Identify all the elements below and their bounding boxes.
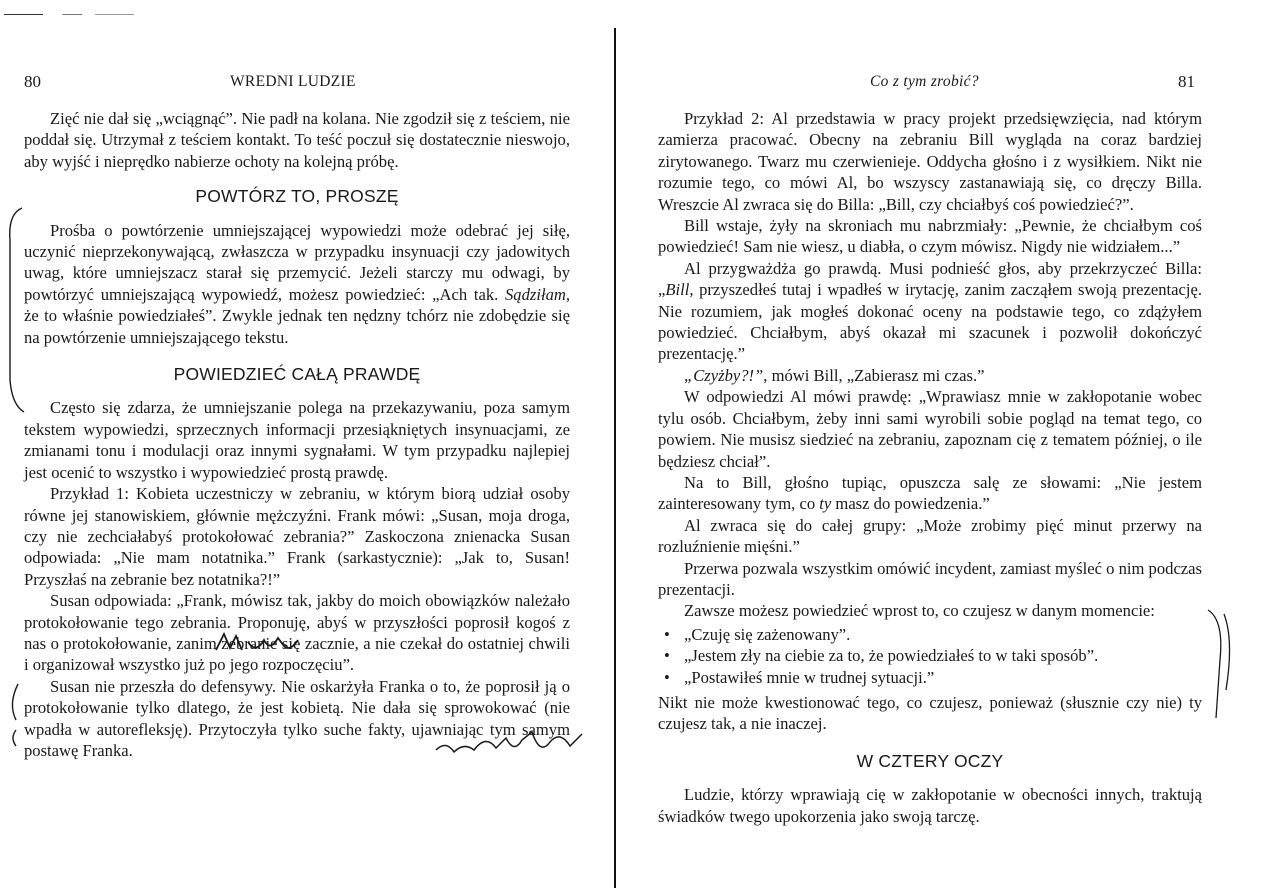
section-heading-cztery-oczy: W CZTERY OCZY (856, 750, 1004, 771)
running-head-right: Co z tym zrobić? (870, 73, 979, 90)
right-page-body (658, 108, 1202, 827)
prawda-paragraph-1: Często się zdarza, że umniejszanie polega na przekazywaniu, poza samym tekstem wypowiedzi, sprzecznych informacji przesiąkniętych insynuacjami, ze zmianami tonu i modulacji oraz innymi sygnałami. W tym przypadku najlepiej jest ocenić to wszystko i wypowiedzieć prostą prawdę. (24, 398, 570, 482)
intro-paragraph: Zięć nie dał się „wciągnąć”. Nie padł na kolana. Nie zgodził się z teściem, nie poddał się. Utrzymał z teściem kontakt. To teść poczuł się dostatecznie nieswojo, aby wyjść i nieprędko nabierze ochoty na kolejną próbę. (24, 109, 570, 171)
feelings-conclusion-paragraph: Nikt nie może kwestionować tego, co czujesz, ponieważ (słusznie czy nie) ty czujesz tak, a nie inaczej. (658, 692, 1202, 734)
susan-summary-paragraph: Susan nie przeszła do defensywy. Nie oskarżyła Franka o to, że poprosił ją o protokołowanie tylko dlatego, że jest kobietą. Nie dała się sprowokować (nie wpadła w autorefleksję). Przytoczyła tylko suche fakty, ujawniając tym samym postawę Franka. (24, 676, 570, 760)
example-2-paragraph: Przykład 2: Al przedstawia w pracy projekt przedsięwzięcia, nad którym zamierza pracować. Obecny na zebraniu Bill wygląda na coraz bardziej zirytowanego. Twarz mu czerwienieje. Oddycha głośno i z wysiłkiem. Nikt nie rozumie tego, co mówi Al, bo wszyscy zastanawiają się, co dręczy Billa. Wreszcie Al zwraca się do Billa: „Bill, czy chciałbyś coś powiedzieć?”. (658, 109, 1202, 214)
al-truth-paragraph: Al przygważdża go prawdą. Musi podnieść głos, aby przekrzyczeć Billa: „Bill, przyszedłeś tutaj i wpadłeś w irytację, zanim zacząłem swoją prezentację. Nie rozumiem, jak mogłeś dokonać oceny na podstawie tego, co zdążyłem powiedzieć. Chciałbym, abyś okazał mi szacunek i pozwolił dokończyć prezentację.” (658, 258, 1202, 364)
left-page (0, 0, 612, 894)
list-item: • „Postawiłeś mnie w trudnej sytuacji.” (658, 667, 1202, 688)
page-number-right: 81 (1178, 72, 1195, 91)
bill-reply-paragraph: Bill wstaje, żyły na skroniach mu nabrzmiały: „Pewnie, że chciałbym coś powiedzieć! Sam nie wiesz, u diabła, o czym mówisz. Nigdy nie widziałem...” (658, 216, 1202, 257)
left-page-body (24, 108, 570, 761)
al-response-paragraph: W odpowiedzi Al mówi prawdę: „Wprawiasz mnie w zakłopotanie wobec tylu osób. Chciałbym, żeby inni sami wyrobili sobie pogląd na temat tego, co powiem. Nie musisz siedzieć na zebraniu, zapoznam cię z tematem później, o ile będziesz chciał”. (658, 387, 1202, 471)
right-page (618, 0, 1262, 894)
example-1-paragraph: Przykład 1: Kobieta uczestniczy w zebraniu, w którym biorą udział osoby równe jej stanowiskiem, głównie mężczyźni. Frank mówi: „Susan, moja droga, czy nie zechciałabyś protokołować zebrania?” Zaskoczona znienacka Susan odpowiada: „Nie mam notatnika.” Frank (sarkastycznie): „Jak to, Susan! Przyszłaś na zebranie bez notatnika?!” (24, 484, 570, 589)
feelings-list (658, 624, 1202, 688)
list-item: • „Czuję się zażenowany”. (658, 624, 1202, 645)
bill-leaves-paragraph: Na to Bill, głośno tupiąc, opuszcza salę ze słowami: „Nie jestem zainteresowany tym, co ty masz do powiedzenia.” (658, 472, 1202, 514)
bill-retort-paragraph: „Czyżby?!”, mówi Bill, „Zabierasz mi czas.” (684, 365, 985, 385)
page-number-left: 80 (24, 72, 41, 91)
break-paragraph: Przerwa pozwala wszystkim omówić incydent, zamiast myśleć o nim podczas prezentacji. (658, 558, 1202, 599)
say-feelings-paragraph: Zawsze możesz powiedzieć wprost to, co czujesz w danym momencie: (684, 601, 1155, 621)
section-heading-powtorz: POWTÓRZ TO, PROSZĘ (195, 186, 399, 207)
al-break-paragraph: Al zwraca się do całej grupy: „Może zrobimy pięć minut przerwy na rozluźnienie mięśni.” (658, 515, 1202, 557)
margin-bracket-mark-right (1202, 600, 1242, 730)
book-gutter (614, 28, 616, 888)
section-heading-prawda: POWIEDZIEĆ CAŁĄ PRAWDĘ (173, 364, 421, 385)
margin-paren-mark (6, 680, 24, 750)
list-item: • „Jestem zły na ciebie za to, że powiedziałeś to w taki sposób”. (658, 645, 1202, 666)
running-head-left: WREDNI LUDZIE (230, 73, 356, 90)
susan-reply-paragraph: Susan odpowiada: „Frank, mówisz tak, jakby do moich obowiązków należało protokołowanie tego zebrania. Proponuję, abyś w przyszłości poprosił kogoś z nas o protokołowanie, zanim zebranie się zacznie, a nie czekał do ostatniej chwili i organizował wszystko już po jego rozpoczęciu”. (24, 591, 570, 675)
cztery-oczy-paragraph: Ludzie, którzy wprawiają cię w zakłopotanie w obecności innych, traktują świadków twego upokorzenia jako swoją tarczę. (658, 785, 1202, 826)
powtorz-paragraph: Prośba o powtórzenie umniejszającej wypowiedzi może odebrać jej siłę, uczynić nieprzekonywającą, zwłaszcza w przypadku insynuacji czy jadowitych uwag, które umniejszacz starał się przemycić. Jeżeli starczy mu odwagi, by powtórzyć umniejszającą wypowiedź, możesz powiedzieć: „Ach tak. Sądziłam, że to właśnie powiedziałeś”. Zwykle jednak ten nędzny tchórz nie zdobędzie się na powtórzenie umniejszającego tekstu. (24, 220, 570, 347)
